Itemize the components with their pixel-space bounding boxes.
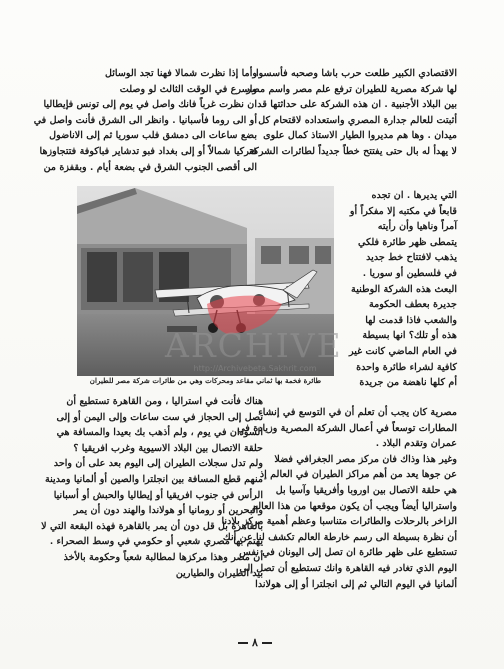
text-line: مصرية كان يجب أن تعلم أن في التوسع في إنشاء (258, 407, 457, 418)
text-line: المطارات توسعاً في أعمال الشركة المصرية وزيادة في (237, 422, 457, 434)
photo-caption: طائرة فخمة بها ثماني مقاعد ومحركات وهي من طائرات شركة مصر للطيران (89, 376, 322, 385)
text-line: بالقاهرة بل قل دون أن يمر بالقاهرة فهذه البقعة التي لا (41, 520, 263, 532)
text-line: يهتم بها مصري شعبي أو حكومي في وسط الصحراء . (49, 536, 263, 548)
text-line: فتركيا شمالاً أو إلى بغداد فبو تدشاير فباكوفة فتتجاوزها (39, 145, 257, 157)
text-line: أن نظرة بسيطة الى رسم خارطة العالم تكشف لنا عن أنك (222, 531, 457, 543)
text-line: التي يديرها . ان تجده (371, 190, 457, 201)
dash-right (262, 642, 272, 644)
text-line: عن جوها يعد من أهم مراكز الطيران في العالم إذ (259, 469, 457, 481)
text-line: تستطيع على ظهر طائرة ان تصل إلى اليونان في نفس (239, 547, 457, 559)
text-line: لها شركة مصرية للطيران ترفع علم مصر واسم مصر (246, 83, 457, 95)
column-bottom-right (221, 405, 457, 625)
text-line: قابعاً في مكتبه إلا مفكراً أو (349, 205, 457, 217)
text-line: يتمطى ظهر طائرة فلكي (358, 236, 457, 248)
text-line: الاقتصادي الكبير طلعت حرب باشا وصحبه فأسسوا (255, 68, 457, 79)
text-line: ان نظرت غرباً فانك واصل في يوم إلى تونس فإيطاليا (43, 99, 257, 111)
archive-watermark-url: http://Archivebeta.Sakhrit.com (193, 364, 317, 373)
text-line: هي حلقة الاتصال بين اوروبا وأفريقيا وآسيا بل (275, 484, 457, 496)
text-line: تصل إلى الحجاز في ست ساعات وإلى اليمن أو إلى (56, 411, 263, 423)
text-line: هذه أو تلك؟ انها بسيطة (362, 330, 457, 342)
column-bottom-left (41, 394, 263, 626)
text-line: واستراليا أيضاً ويجب أن يكون موقعها من هذا العالم (251, 500, 457, 512)
text-line: البعث هذه الشركة الوطنية (351, 283, 457, 295)
text-line: أم كلها ناهضة من جريدة (359, 377, 457, 389)
text-line: وأما إذا نظرت شمالا فهنا تجد الوسائل (104, 68, 257, 79)
text-line: يذهب لافتتاح خط جديد (366, 252, 457, 264)
column-top-right (246, 66, 457, 196)
archive-watermark: ARCHIVE (165, 326, 343, 365)
text-line: كافية لشراء طائرة واحدة (356, 361, 457, 373)
text-line: في العام الماضي كانت غير (348, 345, 457, 357)
text-line: بين البلاد الأجنبية . ان هذه الشركة على حداثتها قد (257, 99, 457, 111)
text-line: ألمانيا في اليوم التالي ثم إلى انجلترا أو إلى هولاندا (255, 578, 457, 590)
text-line: ولم تدل سجلات الطيران إلى اليوم بعد على أن واحد (53, 458, 263, 470)
column-narrow-right (345, 188, 457, 406)
text-line: اليوم الذي تغادر فيه القاهرة وانك تستطيع أن تصل إلى (239, 562, 457, 574)
text-line: أو الى روما فأسبانيا . وانظر الى الشرق فأنت واصل في (33, 114, 257, 126)
text-line: أثبتت للعالم جدارة المصري واستعداده لاقتحام كل (258, 114, 457, 126)
text-line: أن مصر وهذا مركزها لمطالبة شعباً وحكومة بالأخذ (63, 551, 263, 563)
text-line: جديرة بعطف الحكومة (368, 299, 457, 311)
text-line: واسرع في الوقت الثالث لو وصلت (119, 83, 257, 95)
dash-left (238, 642, 248, 644)
text-line: الرأس في جنوب افريقيا أو إيطاليا والحبش أو أسبانيا (53, 489, 263, 501)
text-line: والشعب فاذا قدمت لها (365, 314, 457, 326)
page-number (225, 636, 285, 649)
text-line: في فلسطين أو سوريا . (362, 267, 457, 279)
text-line: حلقة الاتصال بين البلاد الاسيوية وغرب افريقيا ؟ (73, 442, 263, 454)
text-line: ميدان . وها هم مديروا الطيار الاستاذ كمال علوى (263, 130, 457, 142)
text-line: منهم قطع المسافة بين انجلترا والصين أو ألمانيا ومدينة (45, 473, 263, 485)
text-line: السودان في يوم ، ولم أذهب بك بعيدا والمسافة هي (56, 427, 263, 439)
text-line: الى أقصى الجنوب الشرق في بضعة أيام . وبقفزة من (43, 161, 257, 173)
text-line: لا يهدأ له بال حتى يفتتح خطاً جديداً لطائرات الشركة (249, 145, 457, 157)
text-line: الزاخر بالرحلات والطائرات متناسبا وعظم أهمية مركز بلادنا (221, 516, 457, 528)
text-line: وغير هذا وذاك فان مركز مصر الجغرافي فضلا (274, 453, 457, 465)
text-line: والبحرين أو رومانيا أو هولاندا والهند دون أن يمر (73, 505, 263, 517)
page-number-text: ٨ (252, 636, 258, 649)
text-line: آمراً وناهيا وأن رأيته (377, 221, 457, 233)
column-top-left (33, 66, 257, 183)
text-line: عمران وتقدم البلاد . (375, 438, 457, 450)
text-line: هناك فأنت في استراليا ، ومن القاهرة تستطيع أن (66, 396, 263, 407)
text-line: بضع ساعات الى دمشق فلب سوريا ثم إلى الاناضول (49, 130, 257, 142)
text-line: بيد الطيران والطيارين (175, 567, 263, 579)
